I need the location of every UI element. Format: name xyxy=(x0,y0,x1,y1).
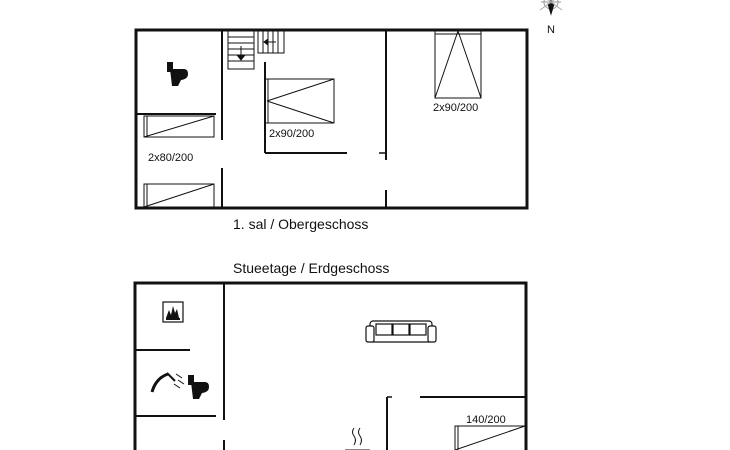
stove-icon xyxy=(345,428,370,450)
toilet-icon xyxy=(167,62,188,86)
upper-floor-inner-walls xyxy=(136,30,386,208)
compass-north-label: N xyxy=(547,24,555,36)
upper-floor-title: 1. sal / Obergeschoss xyxy=(233,216,369,232)
bed-2x80-label: 2x80/200 xyxy=(148,152,194,164)
staircase-icon xyxy=(228,31,284,69)
bed-2x90-right-label: 2x90/200 xyxy=(433,102,479,114)
toilet-icon xyxy=(188,375,209,399)
shower-icon xyxy=(152,373,184,392)
bed-2x80-bottom-icon xyxy=(144,184,214,207)
bed-2x90-right-icon xyxy=(435,31,481,98)
compass-rose-icon xyxy=(540,0,562,14)
upper-floor-plan xyxy=(136,30,527,208)
bed-2x80-top-icon xyxy=(144,116,214,137)
fireplace-icon xyxy=(163,302,183,322)
bed-140-icon xyxy=(455,426,525,450)
upper-floor-outer-wall xyxy=(136,30,527,208)
bed-2x90-middle-icon xyxy=(265,79,334,123)
sofa-icon xyxy=(366,321,436,342)
bed-140-label: 140/200 xyxy=(466,414,506,426)
ground-floor-title: Stueetage / Erdgeschoss xyxy=(233,260,390,276)
bed-2x90-middle-label: 2x90/200 xyxy=(269,128,315,140)
ground-floor-plan xyxy=(135,283,526,450)
